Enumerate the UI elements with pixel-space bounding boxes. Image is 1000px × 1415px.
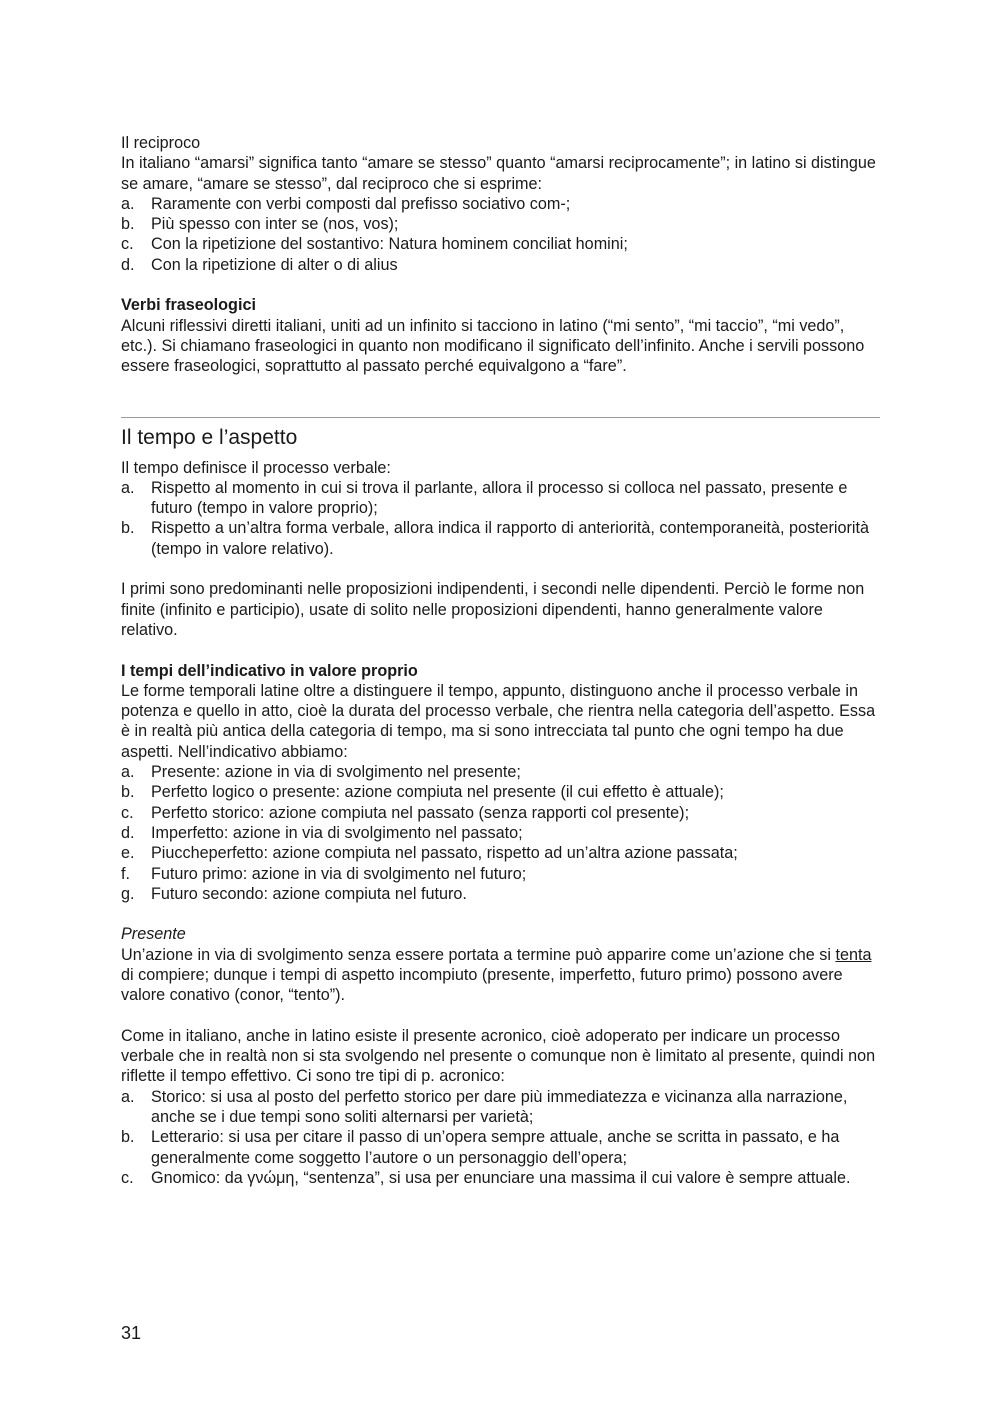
- indicativo-title: I tempi dell’indicativo in valore proprio: [121, 661, 418, 680]
- list-item: [121, 478, 881, 519]
- page-number: 31: [121, 1323, 142, 1343]
- list-item: [121, 782, 881, 802]
- list-item-text: Rispetto al momento in cui si trova il parlante, allora il processo si colloca nel passato, presente e futuro (tempo in valore proprio);: [151, 478, 848, 518]
- list-item-text: Letterario: si usa per citare il passo di un’opera sempre attuale, anche se scritta in passato, e ha generalmente come soggetto l’autore o un personaggio dell’opera;: [151, 1128, 840, 1167]
- section-paragraph: I primi sono predominanti nelle proposizioni indipendenti, i secondi nelle dipendenti. Perciò le forme non finite (infinito e participio), usate di solito nelle proposizioni dipendenti, hanno generalmente valore relativo.: [121, 580, 865, 639]
- indicativo-body: Le forme temporali latine oltre a distinguere il tempo, appunto, distinguono anche il processo verbale in potenza e quello in atto, cioè la durata del processo verbale, che rientra nella categoria dell’aspetto. Essa è in realtà più antica della categoria di tempo, ma si sono intrecciata tal punto che ogni tempo ha due aspetti. Nell’indicativo abbiamo:: [121, 681, 876, 761]
- list-item-text: Rispetto a un’altra forma verbale, allora indica il rapporto di anteriorità, contemporaneità, posteriorità (tempo in valore relativo).: [151, 519, 870, 558]
- fraseologici-body: Alcuni riflessivi diretti italiani, uniti ad un infinito si tacciono in latino (“mi sento”, “mi taccio”, “mi vedo”, etc.). Si chiamano fraseologici in quanto non modificano il significato dell’infinito. Anche i servili possono essere fraseologici, soprattutto al passato perché equivalgono a “fare”.: [121, 316, 865, 376]
- list-item: [121, 843, 881, 863]
- presente-paragraph: Come in italiano, anche in latino esiste il presente acronico, cioè adoperato per indicare un processo verbale che in realtà non si sta svolgendo nel presente o comunque non è limitato al presente, quindi non riflette il tempo effettivo. Ci sono tre tipi di p. acronico:: [121, 1026, 876, 1086]
- reciproco-intro: In italiano “amarsi” significa tanto “amare se stesso” quanto “amarsi reciprocamente”; in latino si distingue se amare, “amare se stesso”, dal reciproco che si esprime:: [121, 154, 876, 193]
- list-item-text: Piuccheperfetto: azione compiuta nel passato, rispetto ad un’altra azione passata;: [151, 844, 738, 863]
- list-item-text: Perfetto storico: azione compiuta nel passato (senza rapporti col presente);: [151, 803, 690, 822]
- list-marker: a.: [121, 1087, 135, 1106]
- document-page: [121, 133, 881, 1188]
- list-item-text: Con la ripetizione di alter o di alius: [151, 255, 398, 274]
- list-marker: b.: [121, 519, 135, 538]
- underlined-word: tenta: [835, 945, 872, 964]
- presente-body: [121, 945, 881, 1006]
- section-intro: Il tempo definisce il processo verbale:: [121, 458, 391, 477]
- indicativo-list: [121, 762, 881, 904]
- list-marker: g.: [121, 884, 135, 903]
- list-item: [121, 884, 881, 904]
- list-item: [121, 234, 881, 254]
- presente-body-part: Un’azione in via di svolgimento senza essere portata a termine può apparire come un’azione che si: [121, 945, 836, 964]
- list-marker: f.: [121, 864, 130, 883]
- section-heading: Il tempo e l’aspetto: [121, 425, 298, 449]
- list-item-text: Con la ripetizione del sostantivo: Natura hominem conciliat homini;: [151, 235, 628, 254]
- list-marker: d.: [121, 823, 135, 842]
- tempo-list: [121, 478, 881, 559]
- list-marker: a.: [121, 763, 135, 782]
- list-item-text: Imperfetto: azione in via di svolgimento nel passato;: [151, 823, 523, 842]
- presente-body-part: di compiere; dunque i tempi di aspetto incompiuto (presente, imperfetto, futuro primo) possono avere valore conativo (conor, “tento”).: [121, 965, 843, 1005]
- list-item: [121, 518, 881, 559]
- list-marker: a.: [121, 194, 135, 213]
- list-item: [121, 1087, 881, 1128]
- list-item: [121, 255, 881, 275]
- presente-title: Presente: [121, 925, 186, 944]
- list-item-text: Gnomico: da γνώμη, “sentenza”, si usa per enunciare una massima il cui valore è sempre attuale.: [151, 1168, 851, 1187]
- list-item: [121, 823, 881, 843]
- list-item: [121, 1168, 881, 1188]
- list-marker: b.: [121, 783, 135, 802]
- list-item-text: Perfetto logico o presente: azione compiuta nel presente (il cui effetto è attuale);: [151, 783, 724, 802]
- list-marker: c.: [121, 803, 134, 822]
- list-item: [121, 803, 881, 823]
- list-item: [121, 214, 881, 234]
- list-marker: b.: [121, 1128, 135, 1147]
- fraseologici-title: Verbi fraseologici: [121, 296, 256, 315]
- list-marker: b.: [121, 215, 135, 234]
- list-item: [121, 762, 881, 782]
- list-item-text: Raramente con verbi composti dal prefisso sociativo com-;: [151, 194, 571, 213]
- list-item: [121, 1127, 881, 1168]
- list-item-text: Più spesso con inter se (nos, vos);: [151, 215, 399, 234]
- list-item-text: Futuro secondo: azione compiuta nel futuro.: [151, 884, 467, 903]
- list-marker: c.: [121, 235, 134, 254]
- list-item-text: Storico: si usa al posto del perfetto storico per dare più immediatezza e vicinanza alla narrazione, anche se i due tempi sono soliti alternarsi per varietà;: [151, 1087, 848, 1127]
- list-item: [121, 194, 881, 214]
- reciproco-list: [121, 194, 881, 275]
- list-marker: c.: [121, 1168, 134, 1187]
- list-marker: e.: [121, 844, 135, 863]
- section-divider: [121, 417, 880, 418]
- reciproco-title: Il reciproco: [121, 134, 201, 152]
- acronico-list: [121, 1087, 881, 1188]
- list-item-text: Futuro primo: azione in via di svolgimento nel futuro;: [151, 864, 527, 883]
- list-item: [121, 864, 881, 884]
- list-item-text: Presente: azione in via di svolgimento nel presente;: [151, 763, 521, 782]
- list-marker: d.: [121, 255, 135, 274]
- list-marker: a.: [121, 478, 135, 497]
